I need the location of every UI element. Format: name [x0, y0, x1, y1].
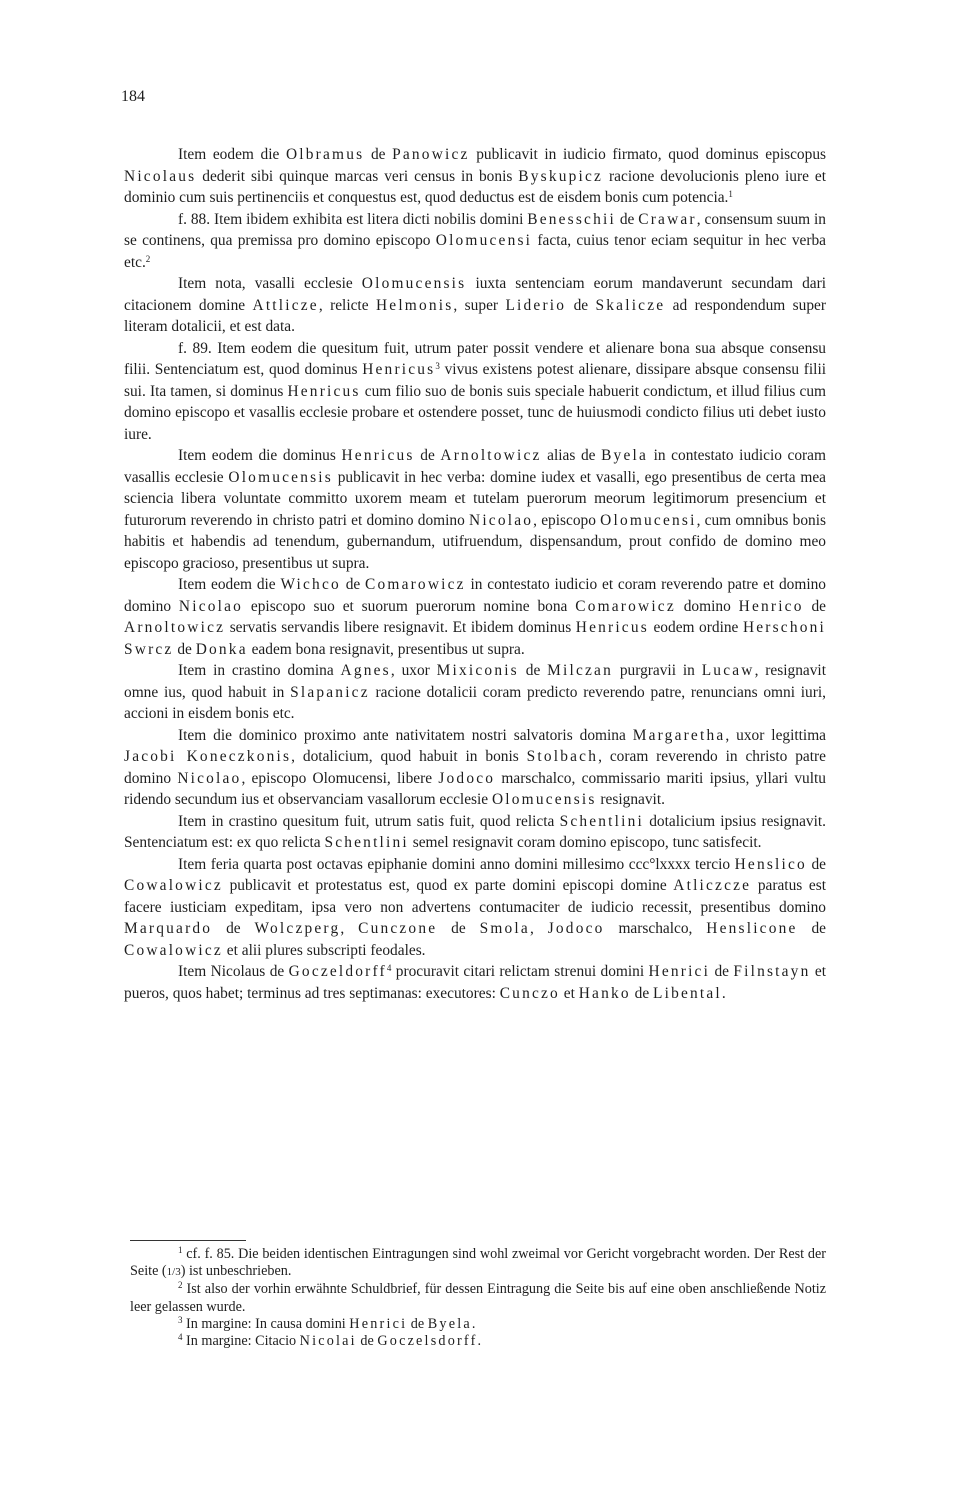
- spaced-name: Wolczperg: [254, 920, 341, 937]
- text-segment: de: [566, 296, 596, 314]
- spaced-name: Nicolai: [299, 1333, 357, 1350]
- text-segment: marschalco, commissario mariti ipsius, yllari vultu ridendo secundum ius et observanciam vasallorum ecclesie: [124, 769, 826, 808]
- spaced-name: Jodoco: [547, 920, 605, 937]
- text-segment: , relicte: [318, 296, 376, 314]
- text-segment: ad respondendum super literam dotalicii, et est data.: [124, 296, 826, 335]
- spaced-name: Atliczcze: [673, 877, 752, 894]
- text-segment: Item eodem die: [178, 146, 286, 163]
- text-segment: publicavit in iudicio firmato, quod dominus episcopus: [469, 146, 827, 163]
- paragraph: [124, 209, 826, 274]
- spaced-name: Mixiconis: [436, 662, 519, 679]
- footnote-marker: 1: [178, 1245, 183, 1255]
- spaced-name: Cowalowicz: [124, 877, 223, 894]
- paragraph: [124, 574, 826, 660]
- footnote-marker: 3: [435, 361, 440, 371]
- text-segment: et alii plures subscripti feodales.: [222, 941, 426, 959]
- paragraph: [124, 273, 826, 338]
- text-segment: de: [414, 447, 441, 464]
- text-segment: de: [806, 855, 827, 873]
- spaced-name: Olomucensis: [361, 275, 467, 292]
- text-segment: eodem ordine: [648, 619, 743, 636]
- spaced-name: Henrici: [349, 1315, 408, 1332]
- text-segment: de: [340, 576, 366, 593]
- text-segment: racione devolucionis pleno iure et dominio cum suis pertinenciis et conquestus est, quod deductus est de eisdem bonis cum potencia.: [124, 167, 826, 206]
- text-segment: Item die dominico proximo ante nativitatem nostri salvatoris domina: [178, 726, 633, 744]
- text-segment: in contestato iudicio et coram reverendo patre et domino domino: [124, 576, 826, 615]
- spaced-name: Henricus: [362, 361, 436, 378]
- spaced-name: Henricus: [575, 619, 649, 636]
- text-segment: Item eodem die: [178, 576, 281, 593]
- text-segment: de: [437, 920, 480, 937]
- spaced-name: Jodoco: [438, 769, 496, 787]
- spaced-name: Nicolao: [469, 511, 534, 529]
- text-segment: eadem bona resignavit, presentibus ut supra.: [247, 640, 525, 658]
- spaced-name: Olomucensi: [435, 232, 533, 249]
- text-segment: , coram reverendo in christo patre domino: [124, 748, 826, 787]
- spaced-name: Stolbach: [526, 748, 599, 765]
- spaced-name: Byela: [427, 1315, 472, 1332]
- footnote-marker: 3: [178, 1314, 183, 1325]
- text-segment: racione dotalicii coram predicto reverendo patre, renuncians omni iuri, accioni in eisdem bonis etc.: [124, 683, 826, 722]
- text-segment: dederit sibi quinque marcas veri census in bonis: [196, 167, 519, 185]
- footnote: [130, 1316, 826, 1333]
- text-segment: de: [615, 210, 639, 228]
- text-segment: , uxor legittima: [725, 726, 826, 744]
- text-segment: de: [407, 1315, 428, 1332]
- spaced-name: Goczeldorff: [288, 963, 387, 980]
- spaced-name: Smola: [479, 920, 530, 937]
- text-segment: Item feria quarta post octavas epiphanie domini anno domini millesimo ccc°lxxxx tercio: [178, 855, 735, 873]
- text-segment: ) ist unbeschrieben.: [180, 1263, 292, 1280]
- footnote-marker: 2: [178, 1280, 183, 1291]
- text-segment: et: [559, 984, 579, 1002]
- paragraph: [124, 811, 826, 854]
- text-segment: Item eodem die dominus: [178, 447, 342, 464]
- text-segment: publicavit in hec verba: domine iudex et vasalli, ego presentibus de certa mea sciencia libera voluntate committo uxorem meam et tutelam puerorum meorum legitimorum presencium et futurorum reverendo in christo patri et domino domino: [124, 468, 827, 529]
- spaced-name: Marquardo: [124, 920, 213, 937]
- spaced-name: Henslico: [734, 855, 807, 873]
- spaced-name: Comarowicz: [365, 576, 466, 593]
- spaced-name: Schentlini: [324, 834, 409, 851]
- spaced-name: Filnstayn: [733, 963, 811, 980]
- footnote-rule: [130, 1240, 246, 1241]
- text-segment: f. 89. Item eodem die quesitum fuit, utrum pater possit vendere et alienare bona sua absque consensu filii. Sentenciatum est, quod dominus: [124, 339, 826, 378]
- text-segment: .: [721, 984, 726, 1002]
- spaced-name: Cowalowicz: [124, 941, 223, 959]
- footnote-marker: 2: [145, 253, 151, 264]
- spaced-name: Slapanicz: [290, 683, 370, 701]
- text-segment: de: [356, 1333, 378, 1350]
- spaced-name: Agnes: [340, 662, 391, 679]
- text-segment: purgravii in: [612, 662, 702, 679]
- text-segment: , episcopo Olomucensi, libere: [241, 769, 439, 787]
- spaced-name: Olomucensis: [228, 468, 333, 486]
- spaced-name: Panowicz: [392, 146, 470, 163]
- text-segment: , cum omnibus bonis habitis et habendis ad tenendum, gubernandum, utifruendum, dispensandum, prout confido de domino meo episcopo gracioso, presentibus ut supra.: [124, 511, 826, 572]
- text-segment: ,: [340, 920, 359, 937]
- text-segment: de: [803, 597, 826, 615]
- spaced-name: Olbramus: [285, 146, 365, 163]
- text-segment: Item nota, vasalli ecclesie: [178, 275, 362, 292]
- text-segment: Ist also der vorhin erwähnte Schuldbrief, für dessen Eintragung die Seite bis auf eine oben anschließende Notiz leer gelassen wurde.: [130, 1281, 826, 1315]
- text-segment: ,: [529, 920, 548, 937]
- text-segment: alias de: [541, 447, 602, 464]
- text-segment: de: [518, 662, 548, 679]
- spaced-name: Hanko: [578, 984, 631, 1002]
- text-segment: paratus est facere iusticiam expeditam, ipsa vero non advertens contumaciter de iudicio recessit, presentibus domino: [124, 877, 826, 916]
- spaced-name: Schentlini: [559, 812, 644, 830]
- spaced-name: Henricus: [341, 447, 415, 464]
- text-segment: facta, cuius tenor eciam sequitur in hec verba etc.: [124, 232, 826, 271]
- text-segment: cum filio suo de bonis suis speciale habuerit condictum, et illud filius cum domino episcopo et vasallis ecclesie probare et ostendere posset, tunc de huiusmodi condicto filius uti debet iusto iure.: [124, 382, 826, 443]
- text-segment: .: [471, 1315, 476, 1332]
- text-segment: iuxta sentenciam eorum mandaverunt secundam dari citacionem domine: [124, 275, 827, 314]
- paragraph: [124, 338, 826, 446]
- text-segment: in contestato iudicio coram vasallis ecclesie: [124, 447, 826, 486]
- paragraph: [124, 445, 826, 574]
- text-segment: de: [710, 963, 734, 980]
- spaced-name: Lucaw: [701, 662, 755, 679]
- spaced-name: Comarowicz: [575, 597, 676, 615]
- text-segment: episcopo suo et suorum puerorum nomine bona: [243, 597, 576, 615]
- spaced-name: Nicolao: [178, 597, 244, 615]
- paragraph: [124, 961, 826, 1004]
- text-segment: vivus existens potest alienare, dissipare absque consensu filii sui. Ita tamen, si dominus: [124, 361, 826, 400]
- spaced-name: Olomucensi: [600, 511, 697, 529]
- text-segment: In margine: Citacio: [182, 1333, 300, 1350]
- spaced-name: Libental: [653, 984, 722, 1002]
- spaced-name: Nicolao: [177, 769, 242, 787]
- fraction: 1/3: [166, 1266, 181, 1279]
- spaced-name: Crawar: [638, 210, 697, 228]
- text-segment: Item in crastino quesitum fuit, utrum satis fuit, quod relicta: [178, 812, 560, 830]
- text-segment: , consensum suum in se continens, qua premissa pro domino episcopo: [124, 210, 826, 249]
- spaced-name: Jacobi Koneczkonis: [124, 748, 292, 765]
- text-segment: domino: [675, 597, 739, 615]
- text-segment: de: [797, 920, 826, 937]
- spaced-name: Goczelsdorff: [377, 1333, 478, 1350]
- footnote: [130, 1281, 826, 1315]
- spaced-name: Henrico: [738, 597, 804, 615]
- spaced-name: Skalicze: [595, 296, 666, 314]
- text-segment: dotalicium ipsius resignavit. Sentenciatum est: ex quo relicta: [124, 812, 826, 851]
- text-segment: de: [173, 640, 196, 658]
- text-segment: In margine: In causa domini: [182, 1315, 350, 1332]
- spaced-name: Byskupicz: [518, 167, 604, 185]
- text-segment: Item in crastino domina: [178, 662, 341, 679]
- spaced-name: Arnoltowicz: [124, 619, 226, 636]
- spaced-name: Cunczone: [358, 920, 438, 937]
- spaced-name: Cunczo: [499, 984, 560, 1002]
- text-segment: Item Nicolaus de: [178, 963, 289, 980]
- footnote-marker: 1: [728, 189, 733, 199]
- footnotes: [130, 1246, 826, 1350]
- spaced-name: Nicolaus: [124, 167, 197, 185]
- text-segment: , episcopo: [533, 511, 601, 529]
- text-segment: , resignavit omne ius, quod habuit in: [124, 662, 826, 701]
- text-segment: , uxor: [390, 662, 437, 679]
- footnote: [130, 1246, 826, 1281]
- text-segment: .: [477, 1333, 482, 1350]
- spaced-name: Helmonis: [375, 296, 454, 314]
- spaced-name: Liderio: [505, 296, 567, 314]
- footnote: [130, 1333, 826, 1350]
- spaced-name: Olomucensis: [491, 791, 597, 808]
- text-segment: de: [630, 984, 654, 1002]
- text-segment: procuravit citari relictam strenui domini: [391, 963, 649, 980]
- text-segment: f. 88. Item ibidem exhibita est litera dicti nobilis domini: [178, 210, 528, 228]
- paragraph: [124, 725, 826, 811]
- spaced-name: Benesschii: [527, 210, 616, 228]
- spaced-name: Henrici: [648, 963, 711, 980]
- text-segment: de: [364, 146, 393, 163]
- spaced-name: Herschoni Swrcz: [124, 619, 826, 658]
- text-segment: marschalco,: [604, 920, 707, 937]
- paragraph: [124, 144, 826, 209]
- text-segment: , super: [453, 296, 506, 314]
- text-segment: , dotalicium, quod habuit in bonis: [291, 748, 527, 765]
- spaced-name: Henricus: [287, 382, 361, 400]
- spaced-name: Milczan: [547, 662, 613, 679]
- text-segment: et pueros, quos habet; terminus ad tres septimanas: executores:: [124, 963, 826, 1002]
- spaced-name: Byela: [601, 447, 648, 464]
- footnote-marker: 4: [178, 1332, 183, 1343]
- spaced-name: Arnoltowicz: [440, 447, 542, 464]
- text-segment: publicavit et protestatus est, quod ex parte domini episcopi domine: [222, 877, 674, 894]
- paragraph: [124, 660, 826, 725]
- footnote-marker: 4: [386, 963, 392, 973]
- text-segment: cf. f. 85. Die beiden identischen Eintragungen sind wohl zweimal vor Gericht vorgebracht worden. Der Rest der Seite (: [130, 1246, 826, 1280]
- text-segment: resignavit.: [596, 791, 665, 808]
- text-segment: semel resignavit coram domino episcopo, tunc satisfecit.: [408, 834, 762, 851]
- main-text: [124, 144, 826, 1004]
- spaced-name: Margaretha: [632, 726, 726, 744]
- text-segment: de: [212, 920, 255, 937]
- spaced-name: Henslicone: [706, 920, 798, 937]
- paragraph: [124, 854, 826, 962]
- spaced-name: Donka: [195, 640, 248, 658]
- text-segment: servatis servandis libere resignavit. Et ibidem dominus: [225, 619, 576, 636]
- page-number: 184: [121, 88, 145, 105]
- spaced-name: Attlicze: [252, 296, 319, 314]
- spaced-name: Wichco: [280, 576, 341, 593]
